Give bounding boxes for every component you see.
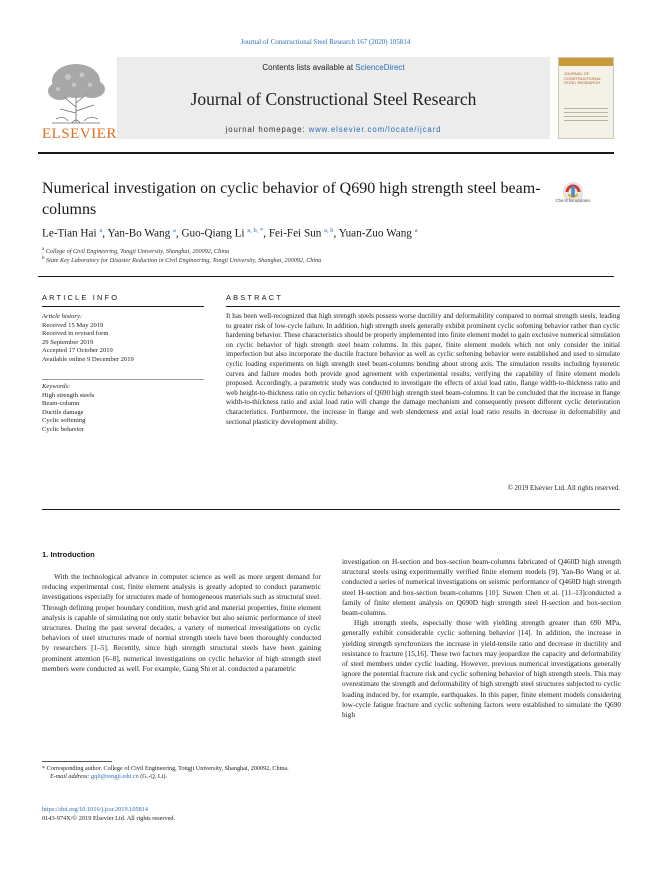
sciencedirect-link[interactable]: ScienceDirect [355, 63, 405, 72]
affiliation-a-text: College of Civil Engineering, Tongji University, Shanghai, 200092, China [45, 248, 230, 256]
keyword-item: High strength steels [42, 391, 95, 399]
crossmark-label[interactable]: Check for updates [555, 198, 591, 203]
author-affiliation-mark[interactable]: a, b [324, 227, 334, 234]
author-name[interactable]: Le-Tian Hai [42, 227, 97, 240]
article-info-heading: ARTICLE INFO [42, 293, 120, 302]
section-heading-introduction: 1. Introduction [42, 550, 95, 559]
history-item: Received in revised form [42, 330, 109, 338]
body-column-left [42, 572, 321, 674]
keywords-divider [42, 379, 204, 380]
author-name[interactable]: Yuan-Zuo Wang [338, 227, 412, 240]
abstract-body: It has been well-recognized that high strength steels possess worse ductility and deformability compared to normal strength steels, leading to greater risk of low-cycle failure. In addition, high strength steels generally exhibit prominent cyclic softening behavior rather than cyclic hardening behavior. These characteristics should be properly implemented into finite element model to gain exclusive numerical simulation on cyclic behavior of high strength steel beam columns. In this paper, finite element models which not only consider the initial imperfection but also incorporate the ductile fracture behavior as well as cyclic softening behavior were established and used to simulate cyclic loading experiments on high strength steel beam-columns bending about strong axis. The simulation results including hysteretic curves and failure modes both provide good agreement with experimental results, verifying the capability of finite element models proposed. Accordingly, a parametric study was conducted to investigate the effects of axial load ratio, flange width-to-thickness ratio and web height-to-thickness ratio on cyclic behaviors of Q690 high strength steel beam-columns. It can be concluded that the increase in flange width-to-thickness ratio and axial load ratio will change the damage mechanism and consequently present different cyclic deterioration characteristics. Furthermore, the increase in flange and web slenderness and axial load ratio results in decrease in deformability and sectional plasticity development ability. [226, 312, 620, 426]
doi-link[interactable]: https://doi.org/10.1016/j.jcsr.2019.105814 [42, 806, 149, 813]
journal-reference[interactable]: Journal of Constructional Steel Research 167 (2020) 105814 [240, 38, 411, 46]
keywords-label: Keywords: [42, 383, 71, 390]
affiliation-b-mark: b [42, 256, 45, 261]
body-paragraph: investigation on H-section and box-section beam-columns fabricated of Q460D high strength structural steels using experimentally verified finite element models [9]. Yan-Bo Wang et al. conducted a series of numerical investigations on seismic performance of Q460D high strength steel H-section and box-section beam-columns [10]. Suwen Chen et al. [11–13]conducted a family of finite element analysis on Q690D high strength steel H-section and box-section beam-columns. [342, 557, 621, 618]
history-label: Article history: [42, 313, 83, 320]
header-divider [38, 152, 614, 154]
article-history [42, 313, 134, 365]
author-affiliation-mark[interactable]: a [414, 227, 418, 234]
paper-title: Numerical investigation on cyclic behavior of Q690 high strength steel beam-columns [42, 180, 541, 218]
body-paragraph: High strength steels, especially those with yielding strength greater than 690 MPa, generally exhibit considerable cyclic softening behavior [14]. In addition, the increase in yielding strength synchronizes the increase in yield-tensile ratio and decrease in ductility and resistance to fracture [15,16]. These two factors may jeopardize the capacity and deformability of steel members under cyclic loading. However, previous numerical investigations generally ignore the potential fracture risk and cyclic softening behavior of high strength steels. This may overestimate the strength and deformability of high strength steel structures subjected to cyclic loading induced by, for example, earthquakes. In this paper, finite element models considering low-cycle fatigue fracture and cyclic softening factors were established to simulate the Q690 high [342, 618, 621, 720]
abstract-rule [226, 306, 620, 307]
author-affiliation-mark[interactable]: a [99, 227, 103, 234]
article-info-rule [42, 306, 204, 307]
author-affiliation-mark[interactable]: a, b, * [247, 227, 264, 234]
affiliation-divider [38, 276, 614, 277]
abstract-copyright: © 2019 Elsevier Ltd. All rights reserved. [507, 485, 620, 492]
contents-prefix: Contents lists available at [262, 63, 356, 72]
author-list: Le-Tian Hai $^a$, Yan-Bo Wang $^a$, Guo-Qiang Li $^{a, b, *}$, Fei-Fei Sun $^{a, b}$, Yuan-Zuo Wang $^a$ [42, 227, 418, 240]
affiliation-b-text: State Key Laboratory for Disaster Reduction in Civil Engineering, Tongji University, Shanghai, 200092, China [46, 257, 322, 265]
keyword-item: Cyclic softening [42, 417, 86, 425]
email-suffix: (G.-Q. Li). [138, 773, 168, 781]
email-link[interactable]: gqli@tongji.edu.cn [91, 773, 139, 781]
affiliation-a [42, 247, 229, 255]
history-item: 29 September 2019 [42, 338, 94, 346]
journal-homepage [117, 125, 550, 134]
email-label: E-mail address: [50, 773, 92, 781]
abstract-bottom-rule [42, 509, 620, 510]
email-line [42, 773, 322, 781]
affiliation-b [42, 256, 321, 264]
keyword-item: Beam-column [42, 400, 80, 408]
author-name[interactable]: Yan-Bo Wang [107, 227, 171, 240]
cover-band [559, 58, 613, 66]
journal-banner [117, 57, 550, 139]
author-affiliation-mark[interactable]: a [172, 227, 176, 234]
keyword-item: Ductile damage [42, 408, 84, 416]
body-paragraph: With the technological advance in computer science as well as more urgent demand for reducing experimental cost, finite element analysis is greatly adopted to conduct parametric investigations especially for structures made of homogeneous materials such as structural steel. Through defining proper boundary condition, mesh grid and material properties, finite element analysis is capable of simulating not only static behavior but also seismic performance of steel structures. During the past several decades, a variety of numerical investigations on cyclic behaviors of steel structures made of normal strength steels have been thoroughly conducted by researchers [1–5]. Recently, since high strength structural steels have been gaining prominent attention [6–8], numerical investigations on cyclic behavior of high strength steel members were conducted as well. For example, Gang Shi et al. conducted a parametric [42, 572, 321, 673]
history-item: Received 15 May 2019 [42, 321, 104, 329]
footnote-rule [42, 761, 112, 762]
history-item: Accepted 17 October 2019 [42, 347, 113, 355]
author-name[interactable]: Guo-Qiang Li [181, 227, 245, 240]
history-item: Available online 9 December 2019 [42, 355, 134, 363]
body-column-right [342, 557, 621, 720]
abstract-heading: ABSTRACT [226, 293, 284, 302]
journal-title: Journal of Constructional Steel Research [190, 89, 477, 109]
affiliation-a-mark: a [42, 247, 45, 252]
cover-title: JOURNAL OF CONSTRUCTIONAL STEEL RESEARCH [564, 71, 601, 86]
footnote [42, 765, 322, 782]
issn-copyright: 0143-974X/© 2019 Elsevier Ltd. All rights reserved. [42, 815, 176, 822]
contents-line [117, 63, 550, 72]
journal-cover-thumbnail[interactable] [558, 57, 614, 139]
homepage-prefix: journal homepage: [225, 125, 309, 134]
keyword-item: Cyclic behavior [42, 425, 84, 433]
homepage-link[interactable]: www.elsevier.com/locate/ijcard [308, 125, 442, 134]
publisher-wordmark[interactable]: ELSEVIER [42, 126, 117, 142]
corresponding-author-note: * Corresponding author. College of Civil Engineering, Tongji University, Shanghai, 200092, China. [42, 765, 289, 772]
author-name[interactable]: Fei-Fei Sun [268, 227, 322, 240]
keywords [42, 383, 94, 435]
cover-lines [564, 108, 608, 130]
journal-header [38, 57, 614, 143]
